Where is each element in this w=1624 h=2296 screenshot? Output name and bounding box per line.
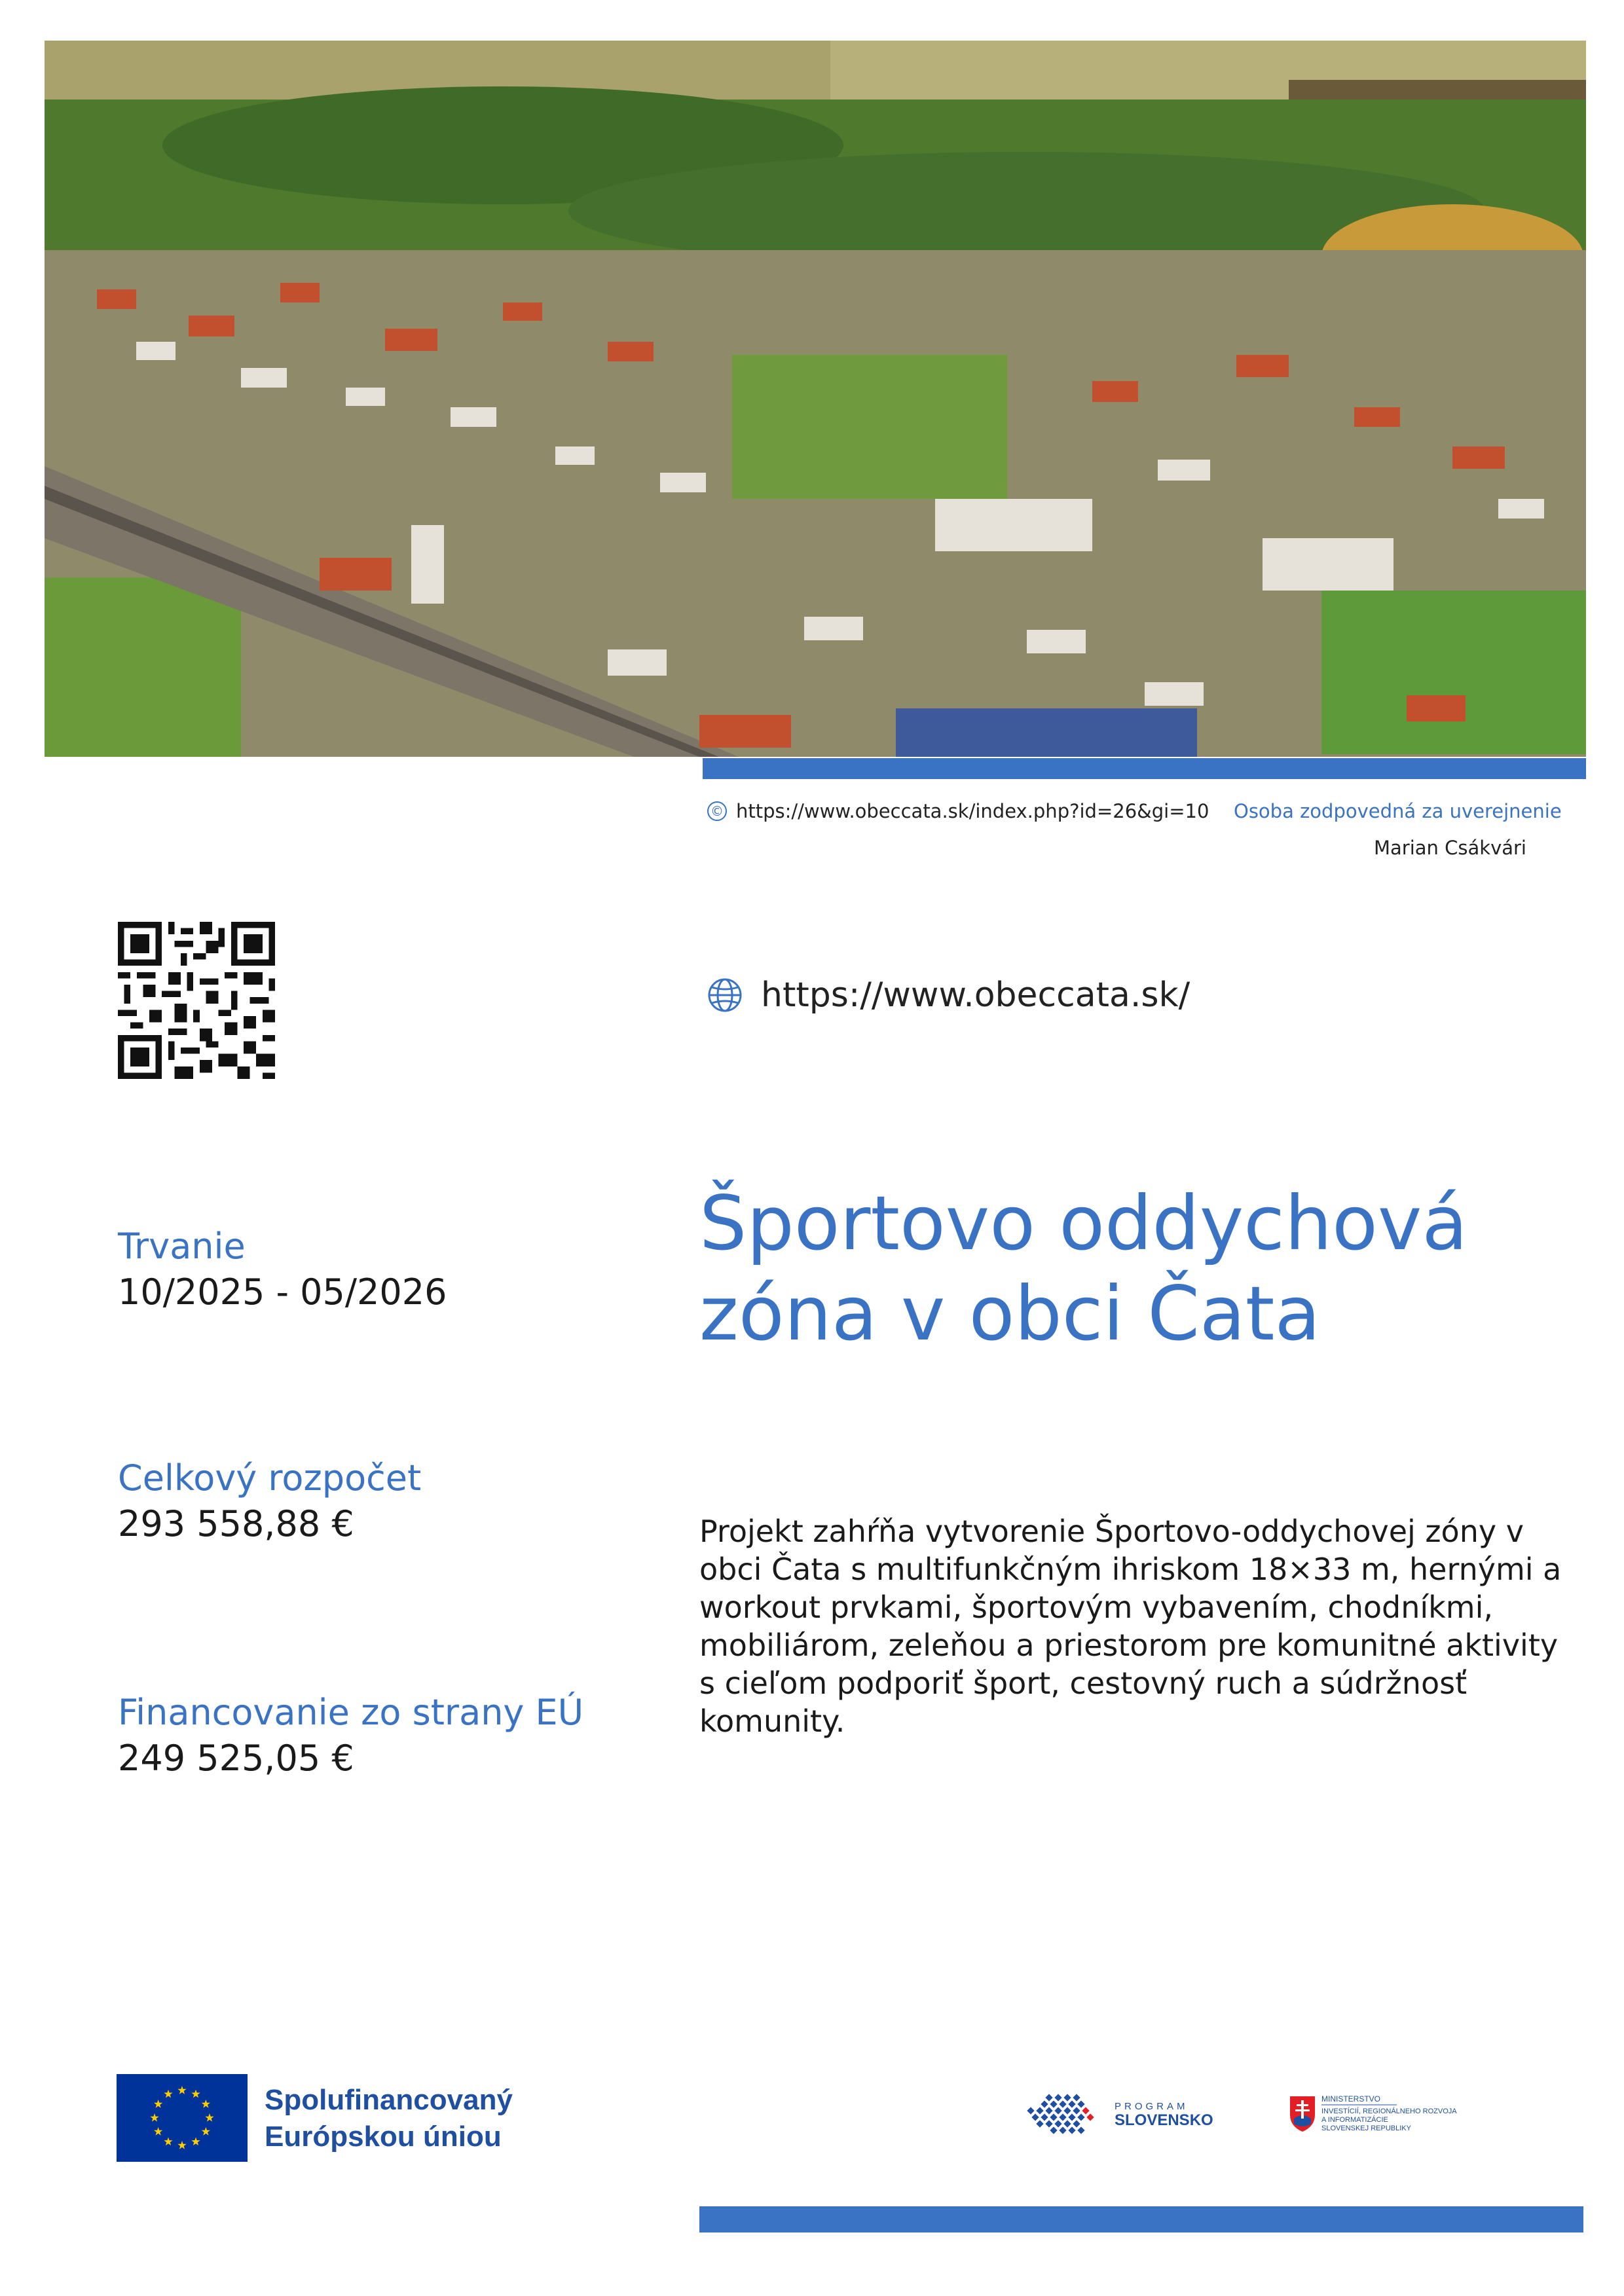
ministry-line-4: SLOVENSKEJ REPUBLIKY [1321, 2124, 1411, 2132]
project-title-line1: Športovo oddychová [699, 1180, 1468, 1267]
program-logo-dot [1041, 2113, 1048, 2121]
project-title [699, 1178, 1564, 1359]
eu-text-line2: Európskou úniou [265, 2121, 502, 2153]
ministry-line-2: INVESTÍCIÍ, REGIONÁLNEHO ROZVOJA [1321, 2107, 1457, 2115]
website-url: https://www.obeccata.sk/ [761, 975, 1190, 1015]
program-logo-dot [1054, 2107, 1061, 2114]
program-logo-dot [1054, 2094, 1061, 2101]
website-link[interactable] [707, 975, 1190, 1015]
program-logo-dot [1059, 2100, 1066, 2107]
eu-text-line1: Spolufinancovaný [265, 2084, 513, 2116]
program-logo-dot [1054, 2120, 1061, 2127]
duration-label: Trvanie [118, 1226, 246, 1267]
program-logo-dot [1063, 2120, 1071, 2127]
program-logo-dot [1077, 2113, 1084, 2121]
program-logo-dot [1050, 2113, 1057, 2121]
photo-credit-url [707, 800, 1209, 822]
program-logo-dot [1031, 2113, 1039, 2121]
copyright-icon: © [707, 801, 727, 821]
duration-value: 10/2025 - 05/2026 [118, 1271, 447, 1313]
program-logo-dot [1086, 2113, 1094, 2121]
responsible-person-label: Osoba zodpovedná za uverejnenie [1234, 800, 1562, 822]
project-description: Projekt zahŕňa vytvorenie Športovo-oddychovej zóny v obci Čata s multifunkčným ihriskom 18×33 m, hernými a workout prvkami, športovým vybavením, chodníkmi, mobiliárom, zeleňou a priestorom pre komunitné aktivity s cieľom podporiť šport, cestovný ruch a súdržnosť komunity. [699, 1514, 1562, 1739]
photo-credit-url-text: https://www.obeccata.sk/index.php?id=26&gi=10 [736, 800, 1209, 822]
program-logo-dot [1045, 2094, 1052, 2101]
program-logo-dot [1073, 2094, 1080, 2101]
ministry-logo [1289, 2092, 1524, 2151]
accent-bar-top [703, 758, 1586, 779]
program-small-text: PROGRAM [1115, 2101, 1189, 2112]
program-logo-dot [1059, 2126, 1066, 2134]
accent-bar-bottom [699, 2206, 1583, 2232]
program-logo-dot [1077, 2126, 1084, 2134]
program-logo-dot [1045, 2120, 1052, 2127]
program-logo-dot [1027, 2107, 1034, 2114]
program-big-text: SLOVENSKO [1115, 2111, 1213, 2129]
qr-code-icon [118, 922, 275, 1079]
program-logo-dot [1063, 2107, 1071, 2114]
eu-funding-value: 249 525,05 € [118, 1738, 354, 1779]
budget-value: 293 558,88 € [118, 1503, 354, 1544]
eu-flag-icon [117, 2074, 248, 2162]
program-logo-dot [1050, 2126, 1057, 2134]
program-logo-dot [1045, 2107, 1052, 2114]
program-logo-dot [1068, 2100, 1075, 2107]
ministry-line-1: MINISTERSTVO [1321, 2094, 1381, 2104]
program-logo-dot [1036, 2120, 1043, 2127]
program-logo-dot [1059, 2113, 1066, 2121]
ministry-line-3: A INFORMATIZÁCIE [1321, 2116, 1388, 2124]
program-logo-dot [1068, 2126, 1075, 2134]
program-logo-dot [1082, 2107, 1089, 2114]
program-logo-dot [1068, 2113, 1075, 2121]
globe-icon [707, 977, 743, 1013]
program-logo-dot [1077, 2100, 1084, 2107]
program-slovensko-logo [1015, 2087, 1231, 2140]
responsible-person-name: Marian Csákvári [1374, 837, 1526, 859]
project-title-line2: zóna v obci Čata [699, 1270, 1321, 1357]
eu-cofinanced-text [265, 2082, 513, 2155]
program-logo-dot [1041, 2100, 1048, 2107]
program-logo-dot [1050, 2100, 1057, 2107]
program-logo-dot [1073, 2120, 1080, 2127]
eu-funding-label: Financovanie zo strany EÚ [118, 1692, 584, 1733]
program-logo-dot [1036, 2107, 1043, 2114]
budget-label: Celkový rozpočet [118, 1457, 422, 1499]
program-logo-dot [1073, 2107, 1080, 2114]
aerial-village-photo [45, 41, 1586, 757]
program-logo-dot [1063, 2094, 1071, 2101]
